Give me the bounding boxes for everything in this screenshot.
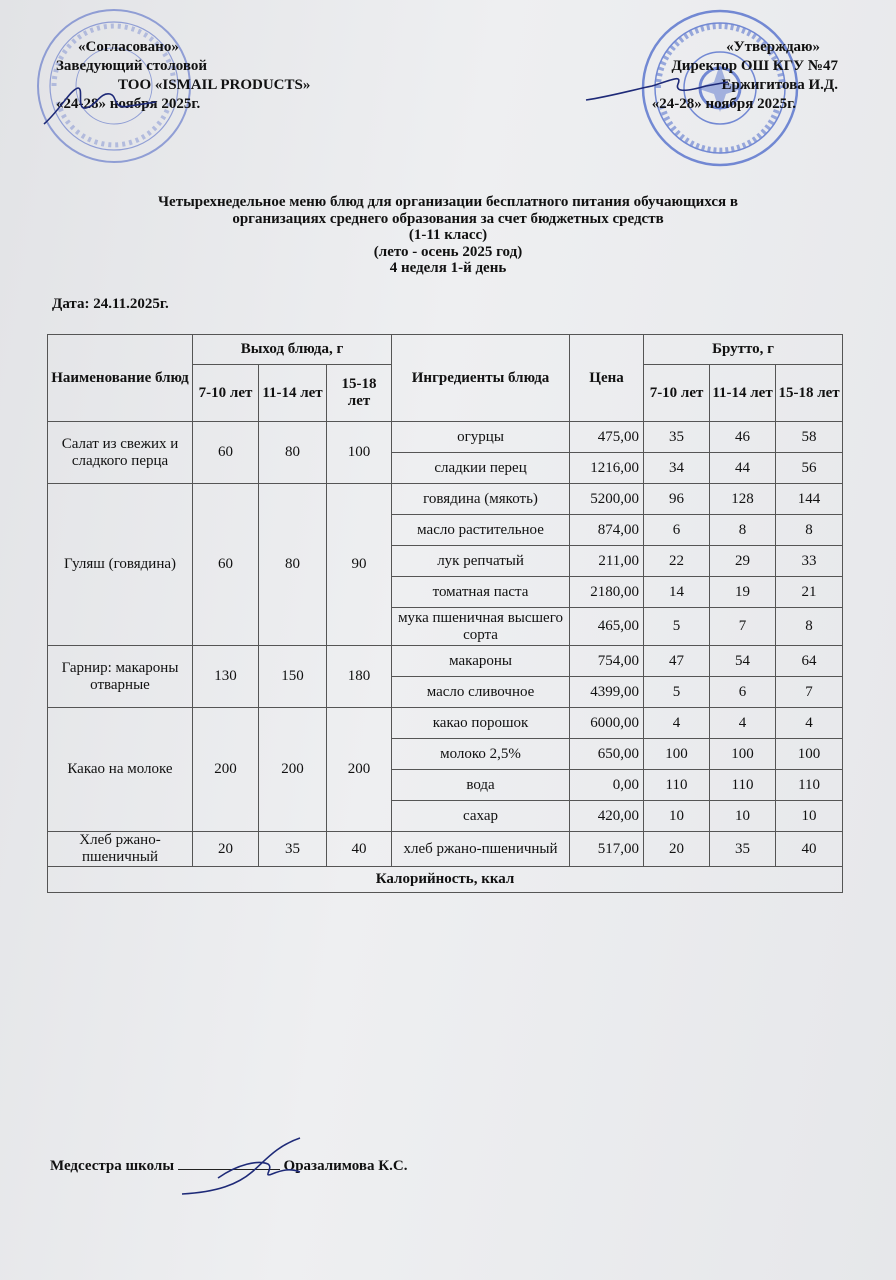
right-header-signature <box>582 70 732 110</box>
ingredient-gross-cell: 14 <box>644 577 710 608</box>
header-output-age-11-14: 11-14 лет <box>259 365 327 422</box>
table-row <box>48 484 843 515</box>
ingredient-price-cell: 465,00 <box>570 608 644 646</box>
menu-table <box>47 334 843 893</box>
dish-output-cell: 35 <box>259 832 327 867</box>
ingredient-name-cell: сладкии перец <box>392 453 570 484</box>
ingredient-price-cell: 4399,00 <box>570 677 644 708</box>
menu-date: Дата: 24.11.2025г. <box>52 296 169 312</box>
approval-left-company: ТОО «ISMAIL PRODUCTS» <box>118 77 311 93</box>
ingredient-gross-cell: 6 <box>644 515 710 546</box>
ingredient-gross-cell: 7 <box>776 677 843 708</box>
approval-left-date: «24-28» ноября 2025г. <box>56 96 201 112</box>
header-gross: Брутто, г <box>644 335 843 365</box>
ingredient-price-cell: 2180,00 <box>570 577 644 608</box>
title-line-3: (1-11 класс) <box>408 227 488 243</box>
header-price: Цена <box>570 335 644 422</box>
header-dish-name: Наименование блюд <box>48 335 193 422</box>
approval-right-name: Ержигитова И.Д. <box>721 77 838 93</box>
ingredient-gross-cell: 10 <box>644 801 710 832</box>
approval-right-date: «24-28» ноября 2025г. <box>651 96 796 112</box>
ingredient-price-cell: 211,00 <box>570 546 644 577</box>
ingredient-gross-cell: 22 <box>644 546 710 577</box>
dish-output-cell: 100 <box>327 422 392 484</box>
ingredient-gross-cell: 64 <box>776 646 843 677</box>
nurse-signature <box>178 1134 308 1200</box>
ingredient-gross-cell: 35 <box>644 422 710 453</box>
ingredient-name-cell: масло растительное <box>392 515 570 546</box>
ingredient-price-cell: 6000,00 <box>570 708 644 739</box>
ingredient-gross-cell: 5 <box>644 608 710 646</box>
ingredient-gross-cell: 110 <box>776 770 843 801</box>
header-gross-age-11-14: 11-14 лет <box>710 365 776 422</box>
ingredient-gross-cell: 56 <box>776 453 843 484</box>
ingredient-gross-cell: 40 <box>776 832 843 867</box>
ingredient-gross-cell: 35 <box>710 832 776 867</box>
title-line-2: организациях среднего образования за счет бюджетных средств <box>232 210 664 227</box>
header-ingredients: Ингредиенты блюда <box>392 335 570 422</box>
ingredient-gross-cell: 10 <box>776 801 843 832</box>
ingredient-price-cell: 517,00 <box>570 832 644 867</box>
ingredient-gross-cell: 100 <box>644 739 710 770</box>
ingredient-gross-cell: 54 <box>710 646 776 677</box>
dish-output-cell: 60 <box>193 484 259 646</box>
calories-label: Калорийность, ккал <box>48 867 843 893</box>
ingredient-gross-cell: 110 <box>710 770 776 801</box>
table-row <box>48 708 843 739</box>
ingredient-price-cell: 420,00 <box>570 801 644 832</box>
ingredient-gross-cell: 128 <box>710 484 776 515</box>
ingredient-gross-cell: 8 <box>710 515 776 546</box>
dish-name-cell: Хлеб ржано-пшеничный <box>48 832 193 867</box>
approval-left-position: Заведующий столовой <box>56 58 208 74</box>
ingredient-price-cell: 754,00 <box>570 646 644 677</box>
ingredient-gross-cell: 7 <box>710 608 776 646</box>
dish-output-cell: 40 <box>327 832 392 867</box>
ingredient-gross-cell: 34 <box>644 453 710 484</box>
dish-name-cell: Какао на молоке <box>48 708 193 832</box>
header-output-age-7-10: 7-10 лет <box>193 365 259 422</box>
header-gross-age-15-18: 15-18 лет <box>776 365 843 422</box>
ingredient-gross-cell: 4 <box>644 708 710 739</box>
ingredient-gross-cell: 144 <box>776 484 843 515</box>
dish-output-cell: 200 <box>193 708 259 832</box>
ingredient-price-cell: 0,00 <box>570 770 644 801</box>
ingredient-name-cell: масло сливочное <box>392 677 570 708</box>
approval-right-title: «Утверждаю» <box>726 39 820 55</box>
ingredient-gross-cell: 46 <box>710 422 776 453</box>
ingredient-price-cell: 874,00 <box>570 515 644 546</box>
header-output: Выход блюда, г <box>193 335 392 365</box>
ingredient-name-cell: огурцы <box>392 422 570 453</box>
ingredient-gross-cell: 5 <box>644 677 710 708</box>
dish-name-cell: Гарнир: макароны отварные <box>48 646 193 708</box>
dish-name-cell: Гуляш (говядина) <box>48 484 193 646</box>
dish-output-cell: 80 <box>259 422 327 484</box>
ingredient-name-cell: какао порошок <box>392 708 570 739</box>
ingredient-gross-cell: 6 <box>710 677 776 708</box>
ingredient-name-cell: хлеб ржано-пшеничный <box>392 832 570 867</box>
ingredient-gross-cell: 58 <box>776 422 843 453</box>
ingredient-gross-cell: 29 <box>710 546 776 577</box>
ingredient-gross-cell: 19 <box>710 577 776 608</box>
ingredient-name-cell: лук репчатый <box>392 546 570 577</box>
ingredient-gross-cell: 100 <box>710 739 776 770</box>
table-row <box>48 422 843 453</box>
ingredient-name-cell: молоко 2,5% <box>392 739 570 770</box>
dish-output-cell: 150 <box>259 646 327 708</box>
left-header-signature <box>40 80 160 130</box>
ingredient-gross-cell: 33 <box>776 546 843 577</box>
dish-output-cell: 200 <box>327 708 392 832</box>
ingredient-gross-cell: 47 <box>644 646 710 677</box>
table-row <box>48 832 843 867</box>
ingredient-gross-cell: 100 <box>776 739 843 770</box>
ingredient-name-cell: макароны <box>392 646 570 677</box>
ingredient-price-cell: 475,00 <box>570 422 644 453</box>
ingredient-gross-cell: 21 <box>776 577 843 608</box>
ingredient-gross-cell: 110 <box>644 770 710 801</box>
ingredient-name-cell: сахар <box>392 801 570 832</box>
dish-output-cell: 200 <box>259 708 327 832</box>
header-output-age-15-18: 15-18 лет <box>327 365 392 422</box>
dish-output-cell: 130 <box>193 646 259 708</box>
dish-output-cell: 90 <box>327 484 392 646</box>
ingredient-gross-cell: 8 <box>776 608 843 646</box>
approval-right-position: Директор ОШ КГУ №47 <box>671 58 838 74</box>
title-line-5: 4 неделя 1-й день <box>389 260 507 276</box>
dish-output-cell: 80 <box>259 484 327 646</box>
ingredient-price-cell: 1216,00 <box>570 453 644 484</box>
approval-left-title: «Согласовано» <box>78 39 179 55</box>
ingredient-name-cell: мука пшеничная высшего сорта <box>392 608 570 646</box>
nurse-label: Медсестра школы <box>50 1158 175 1174</box>
ingredient-price-cell: 5200,00 <box>570 484 644 515</box>
table-row <box>48 646 843 677</box>
ingredient-gross-cell: 4 <box>776 708 843 739</box>
ingredient-price-cell: 650,00 <box>570 739 644 770</box>
menu-table-body <box>48 422 843 867</box>
dish-output-cell: 180 <box>327 646 392 708</box>
ingredient-name-cell: томатная паста <box>392 577 570 608</box>
ingredient-name-cell: говядина (мякоть) <box>392 484 570 515</box>
dish-output-cell: 20 <box>193 832 259 867</box>
ingredient-gross-cell: 10 <box>710 801 776 832</box>
ingredient-name-cell: вода <box>392 770 570 801</box>
document-title <box>40 194 856 277</box>
title-line-4: (лето - осень 2025 год) <box>373 243 523 260</box>
ingredient-gross-cell: 20 <box>644 832 710 867</box>
ingredient-gross-cell: 4 <box>710 708 776 739</box>
dish-output-cell: 60 <box>193 422 259 484</box>
ingredient-gross-cell: 44 <box>710 453 776 484</box>
ingredient-gross-cell: 96 <box>644 484 710 515</box>
title-line-1: Четырехнедельное меню блюд для организации бесплатного питания обучающихся в <box>158 194 738 210</box>
header-gross-age-7-10: 7-10 лет <box>644 365 710 422</box>
nurse-name: Оразалимова К.С. <box>283 1158 408 1174</box>
dish-name-cell: Салат из свежих и сладкого перца <box>48 422 193 484</box>
ingredient-gross-cell: 8 <box>776 515 843 546</box>
